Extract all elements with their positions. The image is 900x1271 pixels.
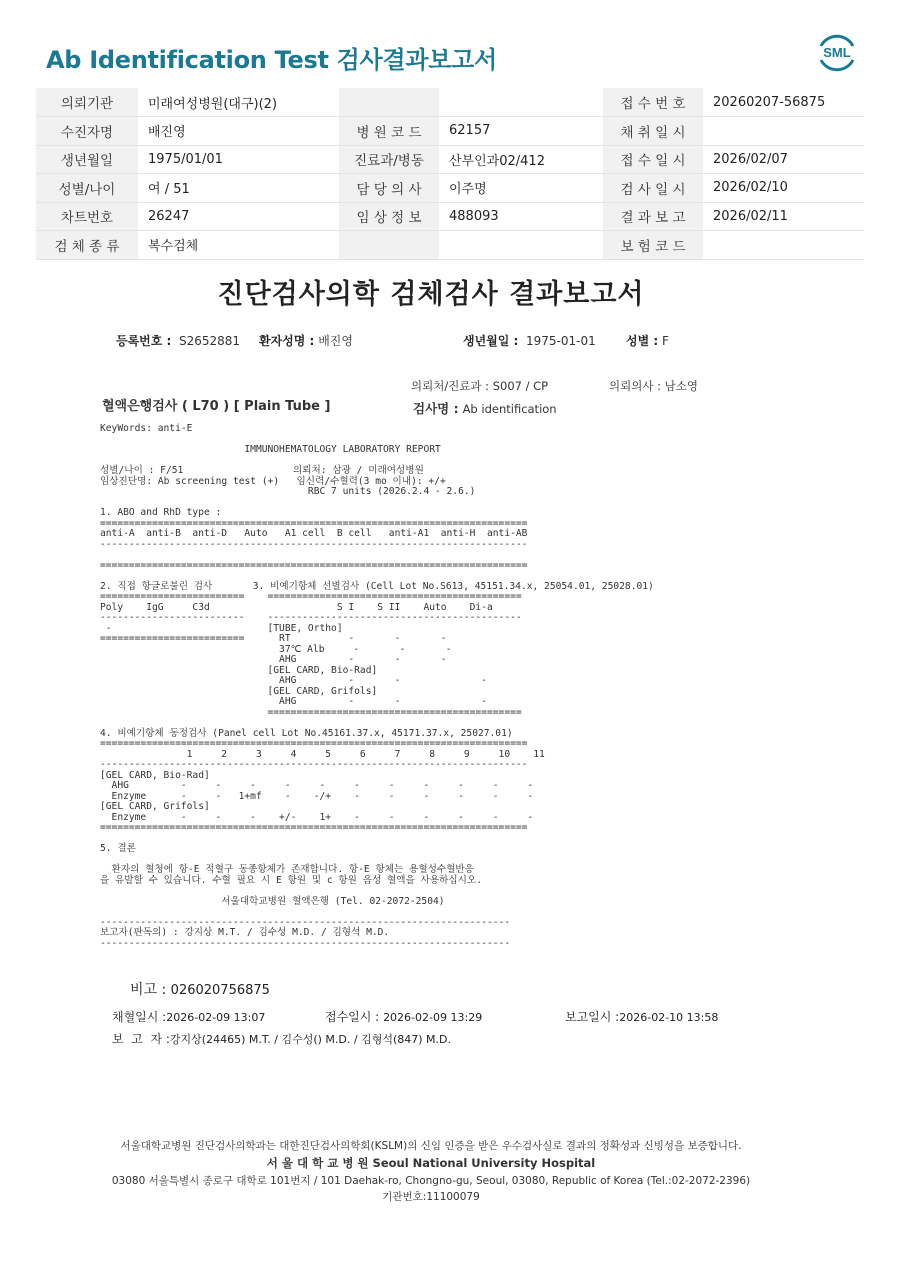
info-row (36, 145, 864, 174)
report-line: AHG - - - (100, 675, 487, 686)
report-line: 환자의 혈청에 항-E 적혈구 동종항체가 존재합니다. 항-E 항체는 용혈성수혈반응 (100, 864, 474, 875)
info-row (36, 117, 864, 146)
report-line: 을 유발할 수 있습니다. 수혈 필요 시 E 항원 및 c 항원 음성 혈액을 사용하십시오. (100, 874, 482, 886)
info-label: 접 수 일 시 (603, 145, 703, 174)
report-line: - [TUBE, Ortho] (100, 622, 343, 634)
report-line: [GEL CARD, Grifols] (100, 685, 378, 697)
lab-report-body (100, 424, 654, 949)
report-line: 서울대학교병원 혈액은행 (Tel. 02-2072-2504) (100, 895, 445, 907)
patient-info-table (36, 88, 864, 260)
info-label: 채 취 일 시 (603, 117, 703, 146)
report-line: [GEL CARD, Bio-Rad] (100, 664, 378, 676)
report-line: anti-A anti-B anti-D Auto A1 cell B cell anti-A1 anti-H anti-AB (100, 528, 528, 539)
info-label: 병 원 코 드 (339, 117, 439, 146)
report-line: AHG - - - (100, 654, 447, 665)
remark: 비고 : 026020756875 (130, 982, 270, 998)
report-line: ----------------------------------------------------------------------- (100, 937, 511, 949)
logo-text: SML (823, 45, 851, 60)
info-value: 2026/02/07 (703, 145, 864, 174)
report-line: 1. ABO and RhD type : (100, 507, 222, 518)
report-line: -------------------------------------------------------------------------- (100, 759, 528, 770)
report-line: [GEL CARD, Grifols] (100, 801, 210, 812)
report-line (100, 550, 654, 561)
report-line: ============================================ (100, 706, 522, 718)
footer-hospital-name: 서 울 대 학 교 병 원 Seoul National University Hospital (266, 1156, 596, 1170)
info-row (36, 231, 864, 260)
info-label: 수진자명 (36, 117, 138, 146)
report-line: KeyWords: anti-E (100, 423, 193, 434)
info-value (703, 231, 864, 260)
info-value: 1975/01/01 (138, 145, 339, 174)
info-value: 20260207-56875 (703, 88, 864, 117)
report-line (100, 907, 654, 918)
department: 의뢰처/진료과 : S007 / CP (411, 379, 549, 393)
report-line: -------------------------------------------------------------------------- (100, 538, 528, 550)
info-label: 차트번호 (36, 202, 138, 231)
info-label: 보 험 코 드 (603, 231, 703, 260)
report-line: ========================= ============================================ (100, 591, 522, 602)
info-label: 결 과 보 고 (603, 202, 703, 231)
footer-institution-number: 기관번호:11100079 (382, 1191, 480, 1203)
report-line (100, 571, 654, 582)
receipt-time: 접수일시 : 2026-02-09 13:29 (325, 1010, 483, 1024)
report-line: 1 2 3 4 5 6 7 8 9 10 11 (100, 748, 545, 760)
info-value: 62157 (439, 117, 603, 146)
report-title: 진단검사의학 검체검사 결과보고서 (217, 279, 645, 310)
info-value (439, 231, 603, 260)
info-value: 여 / 51 (138, 174, 339, 203)
report-line: ========================================================================== (100, 738, 528, 749)
info-label (339, 231, 439, 260)
test-section: 혈액은행검사 ( L70 ) [ Plain Tube ] (102, 399, 331, 414)
sex: 성별 : F (626, 334, 669, 348)
sml-logo-icon (815, 30, 859, 74)
footer-address: 03080 서울특별시 종로구 대학로 101번지 / 101 Daehak-ro, Chongno-gu, Seoul, 03080, Republic of Korea (Tel.:02-2072-2396) (111, 1175, 751, 1187)
report-line (100, 718, 654, 729)
ordering-doctor: 의뢰의사 : 남소영 (609, 379, 698, 393)
report-line: ========================================================================== (100, 517, 528, 529)
report-line: RBC 7 units (2026.2.4 - 2.6.) (100, 486, 476, 497)
reporter: 보 고 자 :강지상(24465) M.T. / 김수성() M.D. / 김형석(847) M.D. (112, 1032, 451, 1046)
report-line: 37℃ Alb - - - (100, 643, 452, 655)
report-header-title: Ab Identification Test 검사결과보고서 (46, 46, 497, 74)
report-line: 5. 결론 (100, 843, 136, 854)
info-label: 검 사 일 시 (603, 174, 703, 203)
report-line: ========================================================================== (100, 822, 528, 833)
info-label: 생년월일 (36, 145, 138, 174)
report-line: 보고자(판독의) : 강지상 M.T. / 김수성 M.D. / 김형석 M.D. (100, 927, 390, 938)
report-line: ========================= RT - - - (100, 633, 447, 644)
info-label: 검 체 종 류 (36, 231, 138, 260)
info-label: 진료과/병동 (339, 145, 439, 174)
report-line: Enzyme - - - +/- 1+ - - - - - - (100, 811, 534, 823)
info-value: 복수검체 (138, 231, 339, 260)
info-value: 이주명 (439, 174, 603, 203)
footer-accreditation: 서울대학교병원 진단검사의학과는 대한진단검사의학회(KSLM)의 신임 인증을 받은 우수검사실로 결과의 정확성과 신빙성을 보증합니다. (120, 1140, 742, 1152)
date-of-birth: 생년월일 : 1975-01-01 (463, 334, 596, 348)
info-value: 미래여성병원(대구)(2) (138, 88, 339, 117)
info-row (36, 174, 864, 203)
info-row (36, 88, 864, 117)
report-time: 보고일시 :2026-02-10 13:58 (565, 1010, 719, 1024)
info-value (703, 117, 864, 146)
patient-name: 환자성명 : 배진영 (259, 334, 353, 348)
report-line: 4. 비예기항체 동정검사 (Panel cell Lot No.45161.37.x, 45171.37.x, 25027.01) (100, 727, 513, 739)
info-label: 성별/나이 (36, 174, 138, 203)
info-label: 담 당 의 사 (339, 174, 439, 203)
report-line: 성별/나이 : F/51 의뢰처: 삼광 / 미래여성병원 (100, 465, 424, 476)
report-line: Poly IgG C3d S I S II Auto Di-a (100, 601, 493, 613)
info-label: 접 수 번 호 (603, 88, 703, 117)
info-label: 의뢰기관 (36, 88, 138, 117)
info-value: 2026/02/10 (703, 174, 864, 203)
info-label (339, 88, 439, 117)
info-value: 산부인과02/412 (439, 145, 603, 174)
info-value: 2026/02/11 (703, 202, 864, 231)
report-line: ========================================================================== (100, 559, 528, 571)
report-line (100, 834, 654, 845)
registration-number: 등록번호 : S2652881 (116, 334, 241, 348)
report-line: ----------------------------------------------------------------------- (100, 916, 511, 928)
info-label: 임 상 정 보 (339, 202, 439, 231)
info-value: 배진영 (138, 117, 339, 146)
test-name: 검사명 : Ab identification (413, 401, 557, 416)
info-row (36, 202, 864, 231)
collection-time: 채혈일시 :2026-02-09 13:07 (112, 1010, 266, 1024)
report-line: 임상진단명: Ab screening test (+) 임신력/수혈력(3 mo 이내): +/+ (100, 475, 446, 487)
report-line: IMMUNOHEMATOLOGY LABORATORY REPORT (100, 444, 441, 455)
report-line: ------------------------- -------------------------------------------- (100, 612, 522, 623)
info-value: 26247 (138, 202, 339, 231)
info-value (439, 88, 603, 117)
report-line: AHG - - - - - - - - - - - (100, 780, 534, 791)
report-line: 2. 직접 항글로불린 검사 3. 비예기항체 선별검사 (Cell Lot No.S613, 45151.34.x, 25054.01, 25028.01) (100, 580, 654, 592)
report-line: [GEL CARD, Bio-Rad] (100, 769, 210, 781)
info-value: 488093 (439, 202, 603, 231)
report-line (100, 886, 654, 897)
report-line: AHG - - - (100, 696, 487, 707)
report-line: Enzyme - - 1+mf - -/+ - - - - - - (100, 790, 534, 802)
